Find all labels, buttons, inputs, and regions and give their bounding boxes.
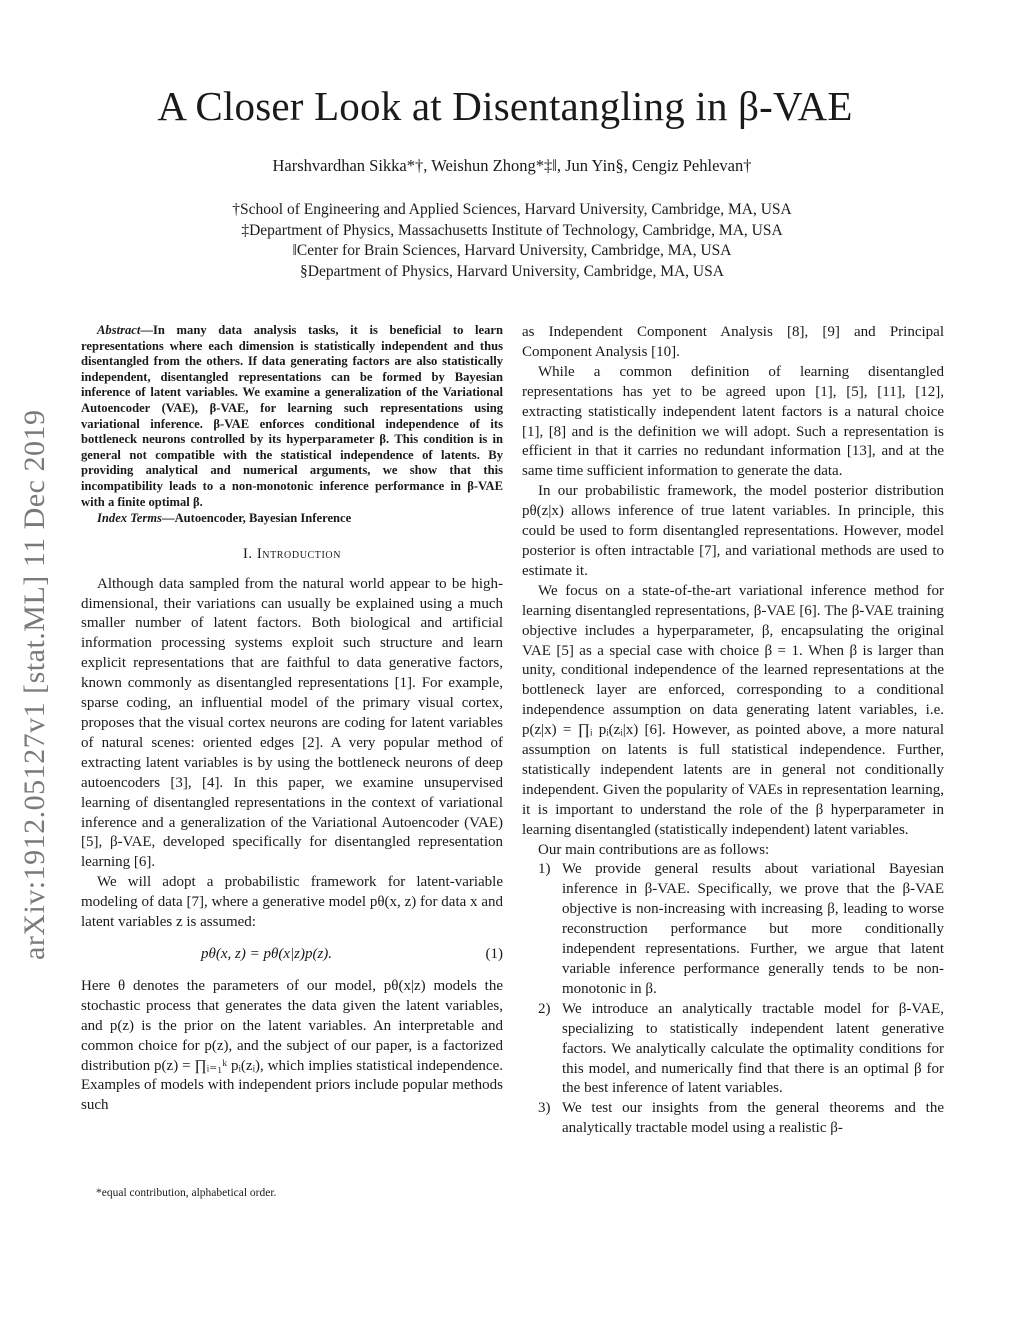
affiliation-line: ‡Department of Physics, Massachusetts Institute of Technology, Cambridge, MA, USA [241,221,783,239]
index-terms-label: Index Terms [97,511,162,526]
right-paragraph-5: Our main contributions are as follows: [538,841,770,858]
affiliation-line: §Department of Physics, Harvard University, Cambridge, MA, USA [300,262,724,280]
contribution-list [522,860,944,1139]
footnote: *equal contribution, alphabetical order. [96,1187,277,1199]
arxiv-stamp: arXiv:1912.05127v1 [stat.ML] 11 Dec 2019 [18,409,51,960]
list-item: 2) We introduce an analytically tractable model for β-VAE, specializing to statistically independent latent generative factors. We analytically calculate the optimality conditions for this model, and numerically find that there is an optimal β for the best inference of latent variables. [538,1000,944,1097]
right-paragraph-2: While a common definition of learning disentangled representations has yet to be agreed upon [1], [5], [11], [12], extracting statistically independent latent factors is a natural choice [1], [8] and is the definition we will adopt. Such a representation is efficient in that it carries no redundant information [13], and at the same time sufficient information to generate the data. [522,363,944,480]
abstract [81,323,503,510]
intro-paragraph-1: Although data sampled from the natural world appear to be high-dimensional, their variations can usually be explained using a much smaller number of latent factors. Both biological and artificial information processing systems exploit such structure and learn explicit representations that are faithful to data generative factors, known commonly as disentangled representations [1]. For example, sparse coding, an influential model of the primary visual cortex, proposes that the visual cortex neurons are coding for latent variables of natural scenes: oriented edges [2]. A very popular method of extracting latent variables is by using the bottleneck neurons of deep autoencoders [3], [4]. In this paper, we examine unsupervised learning of disentangled representations in the context of variational inference and a generalization of the Variational Autoencoder (VAE) [5], β-VAE, developed specifically for disentangled representation learning [6]. [81,575,503,871]
abstract-text: —In many data analysis tasks, it is beneficial to learn representations where each dimension is statistically independent and thus disentangled from the others. If data generating factors are also statistically independent, disentangled representations can be formed by Bayesian inference of latent variables. We examine a generalization of the Variational Autoencoder (VAE), β-VAE, for learning such representations using variational inference. β-VAE enforces conditional independence of its bottleneck neurons controlled by its hyperparameter β. This condition is in general not compatible with the statistical independence of latents. By providing analytical and numerical arguments, we show that this incompatibility leads to a non-monotonic inference performance in β-VAE with a finite optimal β. [81,323,503,509]
intro-paragraph-2: We will adopt a probabilistic framework for latent-variable modeling of data [7], where a generative model pθ(x, z) for data x and latent variables z is assumed: [81,874,503,931]
right-paragraph-3: In our probabilistic framework, the model posterior distribution pθ(z|x) allows inference of true latent variables. In principle, this could be used to form disentangled representations. However, model posterior is often intractable [7], and variational methods are used to estimate it. [522,483,944,579]
equation-body: pθ(x, z) = pθ(x|z)p(z). [201,945,333,962]
paper-title: A Closer Look at Disentangling in β-VAE [157,83,853,129]
list-item: 1) We provide general results about variational Bayesian inference in β-VAE. Specifically, we prove that the β-VAE objective is non-increasing with increasing β, leading to worse reconstruction performance but more conditionally independent representations. Further, we argue that latent variable inference performance generally tends to be non-monotonic in β. [538,861,944,997]
index-terms [81,511,503,527]
abstract-label: Abstract [97,323,141,337]
right-column [522,323,944,1139]
affiliation-list [0,200,1024,282]
right-paragraph-4: We focus on a state-of-the-art variational inference method for learning disentangled representations, β-VAE [6]. The β-VAE training objective includes a hyperparameter, β, encapsulating the original VAE [5] as a special case with choice β = 1. When β is larger than unity, conditional independence of the learned representations at the bottleneck layer are enforced, corresponding to a conditional independence assumption on data generating latent variables, i.e. p(z|x) = ∏ᵢ pᵢ(zᵢ|x) [6]. However, as pointed above, a more natural assumption on latents is full statistical independence. Further, statistically independent latents are in general not conditionally independent. Given the popularity of VAEs in representation learning, it is important to understand the role of the β hyperparameter in learning disentangled (statistically independent) latent variables. [522,582,944,838]
author-list: Harshvardhan Sikka*†, Weishun Zhong*‡‖, Jun Yin§, Cengiz Pehlevan† [272,156,752,175]
intro-paragraph-3: Here θ denotes the parameters of our model, pθ(x|z) models the stochastic process that generates the data given the latent variables, and p(z) is the prior on the latent variables. An interpretable and common choice for p(z), and the subject of our paper, is a factorized distribution p(z) = ∏ᵢ₌₁ᵏ pᵢ(zᵢ), which implies statistical independence. Examples of models with independent priors include popular methods such [81,977,503,1114]
right-paragraph-1: as Independent Component Analysis [8], [9] and Principal Component Analysis [10]. [522,324,944,360]
equation-1 [81,939,503,969]
left-column [81,323,503,1116]
section-heading: I. Introduction [242,545,342,562]
index-terms-text: —Autoencoder, Bayesian Inference [161,511,352,526]
affiliation-line: †School of Engineering and Applied Sciences, Harvard University, Cambridge, MA, USA [232,201,792,218]
equation-number: (1) [485,945,503,962]
list-item: 3) We test our insights from the general theorems and the analytically tractable model using a realistic β- [538,1100,944,1137]
affiliation-line: ‖Center for Brain Sciences, Harvard University, Cambridge, MA, USA [292,242,732,259]
